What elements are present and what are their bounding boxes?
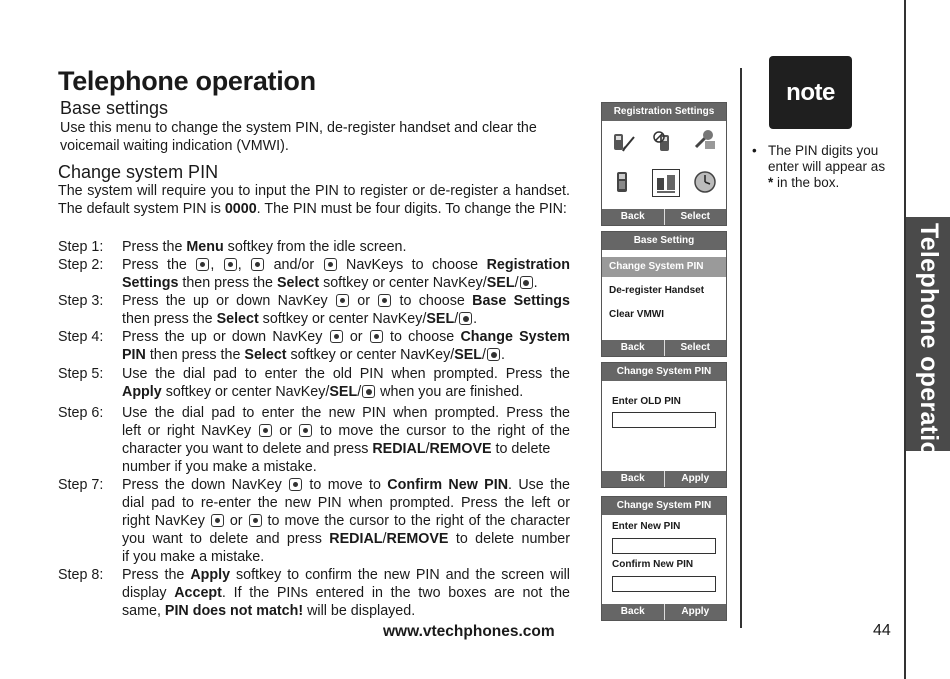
navkey-up-icon [330,330,343,343]
section-heading-change-pin: Change system PIN [58,162,219,182]
old-pin-label: Enter OLD PIN [612,396,681,407]
navkey-left-icon [259,424,272,437]
handset-icon [610,169,636,195]
new-pin-field[interactable] [612,538,716,554]
old-pin-field[interactable] [612,412,716,428]
menu-item-clear-vmwi[interactable]: Clear VMWI [609,309,665,320]
page-number: 44 [873,622,891,639]
navkey-center-icon [362,385,375,398]
navkey-down-icon [378,294,391,307]
screen-base-setting [601,231,727,357]
screen-registration-settings [601,102,727,226]
navkey-right-icon [299,424,312,437]
softkey-bar [602,340,726,356]
base-setting-icon [652,169,680,197]
note-badge: note [769,56,852,129]
screen-title: Base Setting [602,232,726,250]
navkey-right-icon [324,258,337,271]
navkey-down-icon [224,258,237,271]
screen-change-pin-old [601,362,727,488]
softkey-select[interactable]: Select [664,340,727,356]
base-settings-intro: Use this menu to change the system PIN, de-register handset and clear the voicemail waiting indication (VMWI). [60,120,537,154]
screen-title: Change System PIN [602,497,726,515]
confirm-pin-field[interactable] [612,576,716,592]
softkey-bar [602,471,726,487]
confirm-pin-label: Confirm New PIN [612,559,694,570]
change-pin-intro: The system will require you to input the PIN to register or de-register a handset. The default system PIN is 0000. The PIN must be four digits. To change the PIN: [58,183,570,217]
softkey-select[interactable]: Select [664,209,727,225]
section-heading-base-settings: Base settings [60,98,169,118]
navkey-up-icon [196,258,209,271]
softkey-bar [602,604,726,620]
footer-url: www.vtechphones.com [383,623,555,640]
softkey-apply[interactable]: Apply [664,471,727,487]
handset-register-icon [610,129,636,155]
screen-title: Registration Settings [602,103,726,121]
softkey-back[interactable]: Back [620,606,645,617]
navkey-up-icon [336,294,349,307]
navkey-center-icon [459,312,472,325]
softkey-back[interactable]: Back [620,211,645,222]
softkey-bar [602,209,726,225]
menu-item-change-system-pin[interactable]: Change System PIN [602,257,726,277]
navkey-right-icon [249,514,262,527]
screen-title: Change System PIN [602,363,726,381]
navkey-center-icon [487,348,500,361]
clock-settings-icon [692,169,718,195]
side-tab-label: Telephone operation [915,223,943,473]
navkey-down-icon [289,478,302,491]
navkey-down-icon [370,330,383,343]
page-title: Telephone operation [58,66,316,96]
navkey-left-icon [251,258,264,271]
tools-icon [692,127,718,153]
navkey-center-icon [520,276,533,289]
new-pin-label: Enter New PIN [612,521,681,532]
handset-deregister-icon [652,129,678,155]
screen-change-pin-new [601,496,727,621]
side-tab [906,217,950,473]
softkey-apply[interactable]: Apply [664,604,727,620]
column-divider [740,68,742,628]
softkey-back[interactable]: Back [620,473,645,484]
navkey-left-icon [211,514,224,527]
menu-item-deregister-handset[interactable]: De-register Handset [609,285,705,296]
softkey-back[interactable]: Back [620,342,645,353]
